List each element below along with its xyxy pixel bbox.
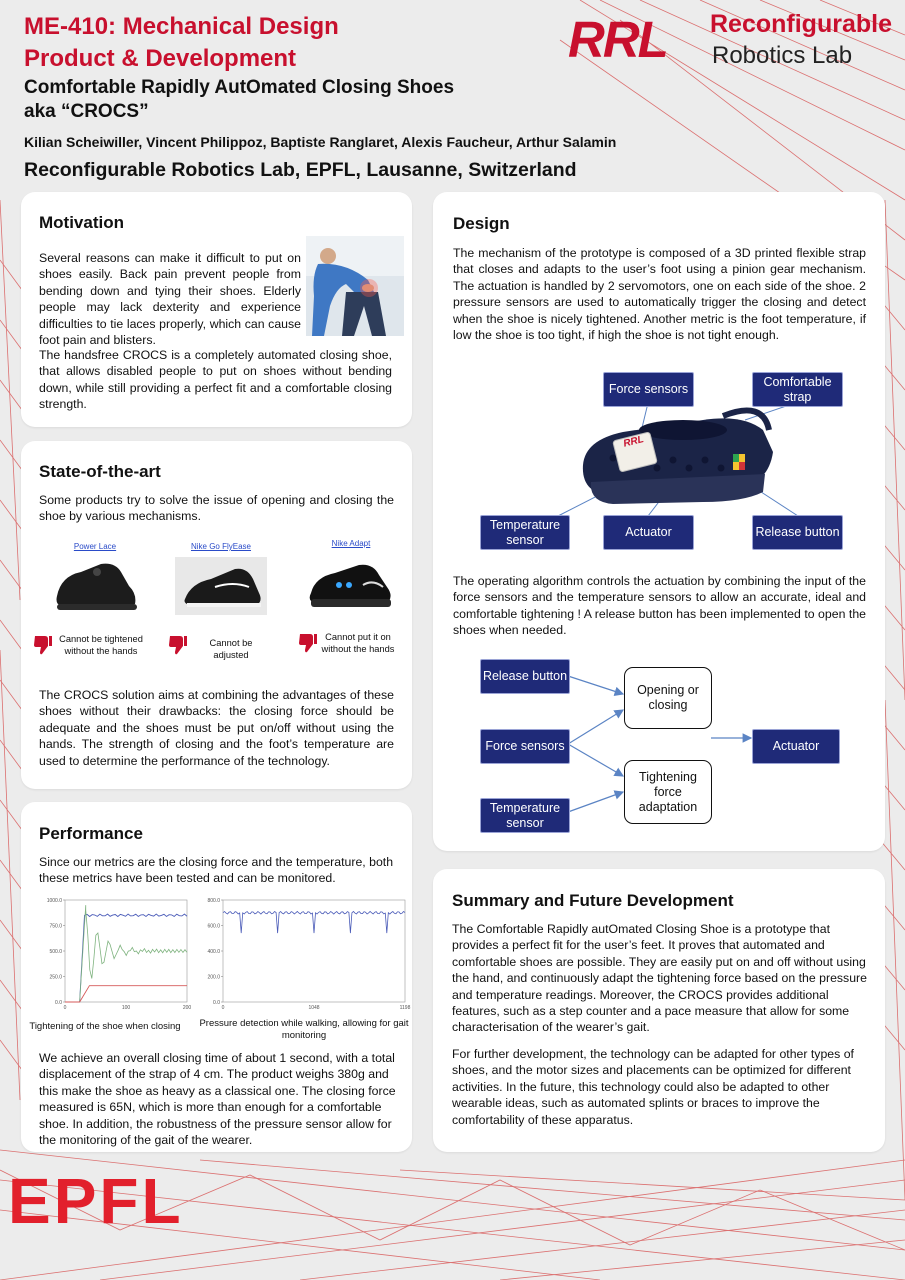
flow-tightening: Tightening force adaptation bbox=[624, 760, 712, 824]
label-temperature-sensor: Temperature sensor bbox=[480, 515, 570, 550]
summary-card bbox=[433, 869, 885, 1152]
flow-release-button: Release button bbox=[480, 659, 570, 694]
label-release-button: Release button bbox=[752, 515, 843, 550]
course-title-line1: ME-410: Mechanical Design bbox=[24, 13, 339, 40]
y-tick-label: 600.0 bbox=[207, 923, 220, 930]
thumbs-down-icon bbox=[33, 634, 53, 656]
epfl-logo: EPFL bbox=[8, 1165, 184, 1237]
flow-force-sensors: Force sensors bbox=[480, 729, 570, 764]
y-tick-label: 500.0 bbox=[49, 949, 62, 955]
summary-para2: For further development, the technology can be adapted for other types of shoes, and the motor sizes and placements can be optimized for different activities. In the future, this technology could also be adapted to other wearable ideas, such as automated splints or braces to improve the comfortability of these apparatus. bbox=[452, 1047, 854, 1127]
performance-card bbox=[21, 802, 412, 1152]
performance-body: We achieve an overall closing time of about 1 second, with a total displacement of the strap of 4 cm. The product weighs 380g and this make the shoe as heavy as a classical one. The closing force measured is 65N, which is more than enough for a comfortable shoe. In addition, the robustness of the pressure sensor allow for the monitoring of the gait of the wearer. bbox=[39, 1051, 396, 1148]
y-tick-label: 800.0 bbox=[207, 898, 220, 904]
authors: Kilian Scheiwiller, Vincent Philippoz, Baptiste Ranglaret, Alexis Faucheur, Arthur Salamin bbox=[24, 134, 617, 150]
y-tick-label: 200.0 bbox=[207, 974, 220, 981]
chart2-caption: Pressure detection while walking, allowing for gait monitoring bbox=[199, 1018, 409, 1041]
product-link-go-flyease[interactable]: Nike Go FlyEase bbox=[190, 542, 252, 551]
label-comfortable-strap: Comfortable strap bbox=[752, 372, 843, 407]
thumbs-down-icon bbox=[298, 632, 318, 654]
product-link-power-lace[interactable]: Power Lace bbox=[73, 542, 117, 551]
performance-intro: Since our metrics are the closing force and the temperature, both these metrics have been tested and can be monitored. bbox=[39, 855, 394, 886]
lab-logo-mark: RRL bbox=[568, 11, 667, 68]
motivation-title: Motivation bbox=[39, 213, 124, 232]
x-tick-label: 0 bbox=[63, 1005, 67, 1011]
x-tick-label: 200 bbox=[182, 1005, 192, 1011]
power-lace-con: Cannot be tightened without the hands bbox=[59, 634, 143, 656]
flow-actuator: Actuator bbox=[752, 729, 840, 764]
label-actuator: Actuator bbox=[603, 515, 694, 550]
y-tick-label: 400.0 bbox=[207, 949, 220, 955]
flow-opening-closing: Opening or closing bbox=[624, 667, 712, 729]
poster-title-line1: Comfortable Rapidly AutOmated Closing Shoes bbox=[24, 77, 455, 98]
go-flyease-shoe-image bbox=[175, 557, 267, 615]
x-tick-label: 100 bbox=[121, 1005, 131, 1011]
x-tick-label: 1048 bbox=[308, 1005, 320, 1011]
motivation-para2: The handsfree CROCS is a completely automated closing shoe, that allows disabled people to put on shoes without bending down, while still providing a perfect fit and a comfortable closing strength. bbox=[39, 348, 392, 412]
course-title-line2: Product & Development bbox=[24, 45, 297, 72]
y-tick-label: 250.0 bbox=[49, 974, 62, 981]
state-of-art-title: State-of-the-art bbox=[39, 462, 161, 481]
product-link-nike-adapt[interactable]: Nike Adapt bbox=[331, 539, 371, 548]
poster-title-line2: aka “CROCS” bbox=[24, 101, 149, 122]
affiliation: Reconfigurable Robotics Lab, EPFL, Lausanne, Switzerland bbox=[24, 159, 577, 181]
motivation-card bbox=[21, 192, 412, 427]
y-tick-label: 0.0 bbox=[55, 1000, 62, 1006]
y-tick-label: 1000.0 bbox=[46, 898, 62, 904]
y-tick-label: 0.0 bbox=[213, 1000, 220, 1006]
design-title: Design bbox=[453, 214, 510, 233]
power-lace-shoe-image bbox=[51, 556, 141, 618]
lab-logo-line1: Reconfigurable bbox=[710, 10, 892, 38]
shoe-logo: RRL bbox=[622, 434, 645, 450]
state-of-art-conclusion: The CROCS solution aims at combining the advantages of these shoes without their drawbacks: the closing force should be adequate and the shoes must be put on/off without using the hands. The strength of closing and the foot’s temperature are used to determine the performance of the technology. bbox=[39, 688, 394, 768]
x-tick-label: 0 bbox=[221, 1005, 225, 1011]
thumbs-down-icon bbox=[168, 634, 188, 656]
nike-adapt-shoe-image bbox=[303, 555, 399, 615]
design-card bbox=[433, 192, 885, 851]
performance-title: Performance bbox=[39, 824, 143, 843]
state-of-art-card bbox=[21, 441, 412, 789]
state-of-art-intro: Some products try to solve the issue of opening and closing the shoe by various mechanisms. bbox=[39, 493, 394, 524]
plot-frame bbox=[223, 900, 405, 1002]
x-tick-label: 1198 bbox=[399, 1005, 411, 1011]
back-pain-photo bbox=[306, 236, 404, 336]
design-para1: The mechanism of the prototype is composed of a 3D printed flexible strap that closes and adapts to the user’s foot using a pinion gear mechanism. The actuation is handled by 2 servomotors, one on each side of the shoe. 2 pressure sensors are used to automatically trigger the closing and detect when the shoe is nicely tightened. Another metric is the foot temperature, if low the shoe is too tight, if high the shoe is not tight enough. bbox=[453, 246, 866, 343]
flow-temperature-sensor: Temperature sensor bbox=[480, 798, 570, 833]
chart1-caption: Tightening of the shoe when closing bbox=[29, 1021, 181, 1032]
closing-force-chart bbox=[31, 894, 191, 1012]
y-tick-label: 750.0 bbox=[49, 923, 62, 930]
nike-adapt-con: Cannot put it on without the hands bbox=[321, 632, 395, 654]
go-flyease-con: Cannot be adjusted bbox=[209, 638, 253, 660]
motivation-para1: Several reasons can make it difficult to put on shoes easily. Back pain prevent people from bending down and tying their shoes. Elderly people may lack dexterity and experience difficulties to tie laces properly, which can cause foot pain and blisters. bbox=[39, 251, 301, 348]
summary-title: Summary and Future Development bbox=[452, 891, 734, 910]
summary-para1: The Comfortable Rapidly autOmated Closing Shoe is a prototype that provides a perfect fit for the user’s feet. It proves that automated and comfortable shoes are possible. They are easily put on and off without using the hand, and continuously adapt the tightening force based on the pressure and temperature readings. Moreover, the CROCS provides additional features, such as a step counter and a pace measure that allow for some characterisation of the wearer’s gait. bbox=[452, 922, 867, 1035]
label-force-sensors: Force sensors bbox=[603, 372, 694, 407]
design-para2: The operating algorithm controls the actuation by combining the input of the force sensors and the temperature sensors to allow an accurate, ideal and comfortable tightening ! A release button has been implemented to open the shoes when needed. bbox=[453, 574, 866, 638]
gait-pressure-chart bbox=[199, 894, 409, 1012]
lab-logo-line2: Robotics Lab bbox=[712, 42, 853, 69]
